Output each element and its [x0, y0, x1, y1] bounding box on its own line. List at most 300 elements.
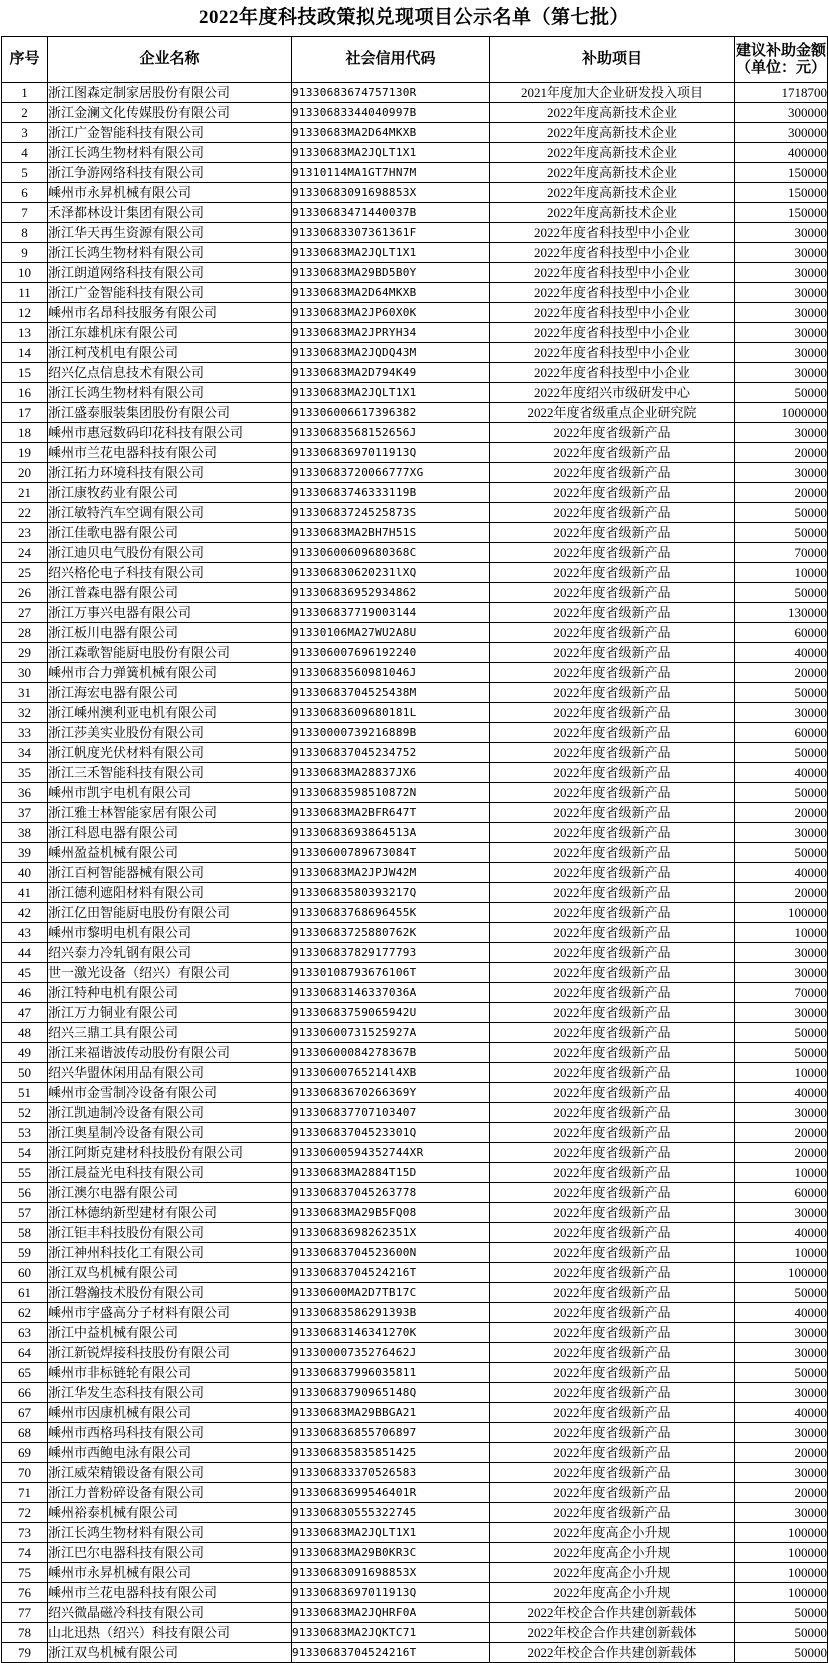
cell-company-name: 绍兴微晶磁冷科技有限公司 [48, 1603, 292, 1623]
cell-subsidy-amount: 100000 [735, 1523, 828, 1543]
cell-company-name: 浙江巴尔电器科技有限公司 [48, 1543, 292, 1563]
cell-company-name: 嵊州市兰花电器科技有限公司 [48, 1583, 292, 1603]
cell-company-name: 浙江康牧药业有限公司 [48, 483, 292, 503]
cell-company-name: 世一激光设备（绍兴）有限公司 [48, 963, 292, 983]
cell-subsidy-item: 2022年度省级新产品 [490, 1263, 735, 1283]
cell-company-name: 浙江普森电器有限公司 [48, 583, 292, 603]
cell-subsidy-amount: 100000 [735, 1543, 828, 1563]
cell-subsidy-item: 2022年度省级新产品 [490, 1403, 735, 1423]
cell-subsidy-item: 2022年度省级新产品 [490, 663, 735, 683]
cell-subsidy-amount: 50000 [735, 583, 828, 603]
cell-index: 17 [2, 403, 48, 423]
cell-subsidy-item: 2022年度省级新产品 [490, 903, 735, 923]
cell-credit-code: 91330600609680368C [292, 543, 490, 563]
cell-credit-code: 913306835835851425 [292, 1443, 490, 1463]
cell-credit-code: 91330683568152656J [292, 423, 490, 443]
cell-index: 11 [2, 283, 48, 303]
cell-company-name: 浙江三禾智能科技有限公司 [48, 763, 292, 783]
cell-index: 4 [2, 143, 48, 163]
table-row [2, 503, 828, 523]
table-row [2, 1323, 828, 1343]
cell-subsidy-amount: 30000 [735, 463, 828, 483]
cell-company-name: 浙江嵊州澳利亚电机有限公司 [48, 703, 292, 723]
cell-company-name: 浙江森歌智能厨电股份有限公司 [48, 643, 292, 663]
cell-company-name: 嵊州裕泰机械有限公司 [48, 1503, 292, 1523]
cell-subsidy-amount: 20000 [735, 443, 828, 463]
cell-subsidy-amount: 10000 [735, 923, 828, 943]
cell-subsidy-amount: 40000 [735, 1403, 828, 1423]
cell-company-name: 浙江长鸿生物材料有限公司 [48, 143, 292, 163]
cell-subsidy-item: 2022年度省级新产品 [490, 823, 735, 843]
cell-subsidy-amount: 40000 [735, 643, 828, 663]
cell-subsidy-amount: 20000 [735, 1443, 828, 1463]
cell-company-name: 浙江来福谐波传动股份有限公司 [48, 1043, 292, 1063]
cell-subsidy-item: 2022年度高企小升规 [490, 1563, 735, 1583]
table-row [2, 803, 828, 823]
table-row [2, 1463, 828, 1483]
cell-company-name: 浙江林德纳新型建材有限公司 [48, 1203, 292, 1223]
cell-credit-code: 91330683MA2D64MKXB [292, 123, 490, 143]
cell-subsidy-amount: 30000 [735, 243, 828, 263]
cell-subsidy-item: 2022年度省科技型中小企业 [490, 363, 735, 383]
cell-subsidy-amount: 30000 [735, 323, 828, 343]
cell-subsidy-amount: 50000 [735, 1283, 828, 1303]
cell-subsidy-amount: 30000 [735, 363, 828, 383]
cell-company-name: 浙江华发生态科技有限公司 [48, 1383, 292, 1403]
table-row [2, 1383, 828, 1403]
cell-credit-code: 91330683697011913Q [292, 1583, 490, 1603]
cell-index: 6 [2, 183, 48, 203]
table-row [2, 583, 828, 603]
cell-subsidy-item: 2022年度高新技术企业 [490, 203, 735, 223]
cell-index: 79 [2, 1643, 48, 1663]
cell-credit-code: 91330683MA2JQLT1X1 [292, 1523, 490, 1543]
cell-credit-code: 91330683704524216T [292, 1263, 490, 1283]
cell-subsidy-item: 2022年度省级新产品 [490, 1503, 735, 1523]
cell-credit-code: 913306830620231lXQ [292, 563, 490, 583]
cell-index: 38 [2, 823, 48, 843]
cell-subsidy-amount: 40000 [735, 1303, 828, 1323]
cell-company-name: 浙江广金智能科技有限公司 [48, 283, 292, 303]
cell-subsidy-item: 2022年度省科技型中小企业 [490, 343, 735, 363]
column-header-credit-code-label: 社会信用代码 [345, 51, 436, 67]
cell-company-name: 浙江拓力环境科技有限公司 [48, 463, 292, 483]
cell-subsidy-item: 2022年度高企小升规 [490, 1583, 735, 1603]
cell-index: 72 [2, 1503, 48, 1523]
cell-company-name: 浙江朗道网络科技有限公司 [48, 263, 292, 283]
cell-subsidy-amount: 30000 [735, 263, 828, 283]
cell-index: 77 [2, 1603, 48, 1623]
cell-company-name: 浙江晨益光电科技有限公司 [48, 1163, 292, 1183]
cell-company-name: 浙江双鸟机械有限公司 [48, 1643, 292, 1663]
column-header-subsidy-item [490, 37, 735, 83]
cell-credit-code: 91330683598510872N [292, 783, 490, 803]
cell-subsidy-item: 2022年度省级新产品 [490, 1043, 735, 1063]
cell-credit-code: 91330683307361361F [292, 223, 490, 243]
cell-subsidy-item: 2022年度省级新产品 [490, 1383, 735, 1403]
cell-index: 35 [2, 763, 48, 783]
cell-subsidy-amount: 30000 [735, 943, 828, 963]
cell-subsidy-amount: 40000 [735, 1083, 828, 1103]
cell-index: 61 [2, 1283, 48, 1303]
table-row [2, 183, 828, 203]
cell-index: 14 [2, 343, 48, 363]
cell-credit-code: 91330600765214l4XB [292, 1063, 490, 1083]
cell-subsidy-item: 2022年度省级新产品 [490, 1063, 735, 1083]
cell-index: 37 [2, 803, 48, 823]
table-row [2, 423, 828, 443]
table-row [2, 383, 828, 403]
table-row [2, 1203, 828, 1223]
cell-subsidy-item: 2022年度省级新产品 [490, 1083, 735, 1103]
cell-index: 40 [2, 863, 48, 883]
cell-company-name: 浙江澳尔电器有限公司 [48, 1183, 292, 1203]
table-row [2, 483, 828, 503]
cell-index: 16 [2, 383, 48, 403]
table-row [2, 703, 828, 723]
page-title: 2022年度科技政策拟兑现项目公示名单（第七批） [198, 7, 629, 28]
cell-index: 69 [2, 1443, 48, 1463]
cell-index: 5 [2, 163, 48, 183]
table-row [2, 1023, 828, 1043]
cell-credit-code: 91330683MA2JQLT1X1 [292, 243, 490, 263]
table-row [2, 143, 828, 163]
table-row [2, 1563, 828, 1583]
cell-credit-code: 91330683344040997B [292, 103, 490, 123]
cell-subsidy-amount: 30000 [735, 1383, 828, 1403]
cell-company-name: 浙江敏特汽车空调有限公司 [48, 503, 292, 523]
cell-company-name: 浙江莎美实业股份有限公司 [48, 723, 292, 743]
cell-subsidy-amount: 50000 [735, 1623, 828, 1643]
column-header-index-label: 序号 [9, 51, 40, 67]
cell-credit-code: 913306836855706897 [292, 1423, 490, 1443]
cell-company-name: 浙江新锐焊接科技股份有限公司 [48, 1343, 292, 1363]
cell-subsidy-item: 2022年度省科技型中小企业 [490, 303, 735, 323]
cell-credit-code: 91310114MA1GT7HN7M [292, 163, 490, 183]
cell-company-name: 浙江双鸟机械有限公司 [48, 1263, 292, 1283]
table-row [2, 1443, 828, 1463]
cell-credit-code: 913306006617396382 [292, 403, 490, 423]
cell-subsidy-item: 2022年度省级新产品 [490, 943, 735, 963]
table-row [2, 543, 828, 563]
cell-index: 59 [2, 1243, 48, 1263]
cell-subsidy-amount: 1000000 [735, 403, 828, 423]
cell-index: 32 [2, 703, 48, 723]
cell-index: 23 [2, 523, 48, 543]
cell-index: 56 [2, 1183, 48, 1203]
cell-company-name: 浙江海宏电器有限公司 [48, 683, 292, 703]
cell-index: 27 [2, 603, 48, 623]
column-header-subsidy-amount-unit: （单位：元） [735, 59, 826, 76]
table-row [2, 1503, 828, 1523]
cell-index: 1 [2, 83, 48, 103]
cell-subsidy-amount: 30000 [735, 1003, 828, 1023]
cell-index: 20 [2, 463, 48, 483]
cell-company-name: 浙江威荣精锻设备有限公司 [48, 1463, 292, 1483]
cell-subsidy-item: 2022年度省级新产品 [490, 1343, 735, 1363]
cell-subsidy-amount: 30000 [735, 1343, 828, 1363]
cell-subsidy-item: 2022年度省级新产品 [490, 1423, 735, 1443]
cell-credit-code: 91330683725880762K [292, 923, 490, 943]
cell-index: 75 [2, 1563, 48, 1583]
cell-subsidy-amount: 20000 [735, 1143, 828, 1163]
cell-subsidy-amount: 100000 [735, 1583, 828, 1603]
cell-subsidy-amount: 20000 [735, 1123, 828, 1143]
table-row [2, 303, 828, 323]
cell-subsidy-item: 2022年度省级新产品 [490, 543, 735, 563]
table-row [2, 763, 828, 783]
table-row [2, 923, 828, 943]
cell-company-name: 浙江力普粉碎设备有限公司 [48, 1483, 292, 1503]
cell-credit-code: 913306830555322745 [292, 1503, 490, 1523]
cell-credit-code: 913306837719003144 [292, 603, 490, 623]
cell-credit-code: 91330600MA2D7TB17C [292, 1283, 490, 1303]
cell-subsidy-amount: 30000 [735, 223, 828, 243]
cell-index: 12 [2, 303, 48, 323]
cell-company-name: 浙江长鸿生物材料有限公司 [48, 1523, 292, 1543]
cell-subsidy-item: 2022年度省级新产品 [490, 723, 735, 743]
cell-company-name: 浙江争游网络科技有限公司 [48, 163, 292, 183]
cell-credit-code: 91330683MA2JQLT1X1 [292, 143, 490, 163]
cell-index: 55 [2, 1163, 48, 1183]
cell-credit-code: 91330683560981046J [292, 663, 490, 683]
table-body [2, 83, 828, 1663]
cell-subsidy-item: 2022年度省级新产品 [490, 1283, 735, 1303]
table-row [2, 623, 828, 643]
cell-subsidy-amount: 50000 [735, 843, 828, 863]
cell-company-name: 浙江金澜文化传媒股份有限公司 [48, 103, 292, 123]
cell-company-name: 浙江东雄机床有限公司 [48, 323, 292, 343]
cell-subsidy-amount: 150000 [735, 163, 828, 183]
cell-company-name: 绍兴泰力冷轧钢有限公司 [48, 943, 292, 963]
cell-index: 29 [2, 643, 48, 663]
table-row [2, 83, 828, 103]
cell-subsidy-amount: 40000 [735, 1223, 828, 1243]
cell-index: 66 [2, 1383, 48, 1403]
cell-credit-code: 91330683MA29B5FQ08 [292, 1203, 490, 1223]
cell-subsidy-amount: 30000 [735, 343, 828, 363]
cell-company-name: 浙江迪贝电气股份有限公司 [48, 543, 292, 563]
cell-company-name: 浙江雅士林智能家居有限公司 [48, 803, 292, 823]
cell-index: 45 [2, 963, 48, 983]
cell-index: 46 [2, 983, 48, 1003]
cell-credit-code: 91330683MA2JQDQ43M [292, 343, 490, 363]
cell-subsidy-item: 2022年度省级新产品 [490, 1183, 735, 1203]
cell-index: 28 [2, 623, 48, 643]
cell-credit-code: 91330683MA2JQLT1X1 [292, 383, 490, 403]
cell-index: 18 [2, 423, 48, 443]
cell-credit-code: 913306837996035811 [292, 1363, 490, 1383]
cell-index: 24 [2, 543, 48, 563]
cell-credit-code: 91330683MA28837JX6 [292, 763, 490, 783]
cell-subsidy-amount: 400000 [735, 143, 828, 163]
cell-subsidy-amount: 60000 [735, 1183, 828, 1203]
cell-index: 54 [2, 1143, 48, 1163]
table-row [2, 463, 828, 483]
cell-index: 47 [2, 1003, 48, 1023]
cell-company-name: 浙江长鸿生物材料有限公司 [48, 243, 292, 263]
cell-credit-code: 913306837829177793 [292, 943, 490, 963]
cell-subsidy-item: 2022年度绍兴市级研发中心 [490, 383, 735, 403]
cell-company-name: 嵊州市金雪制冷设备有限公司 [48, 1083, 292, 1103]
cell-company-name: 浙江帆度光伏材料有限公司 [48, 743, 292, 763]
cell-subsidy-amount: 150000 [735, 203, 828, 223]
cell-subsidy-amount: 100000 [735, 1263, 828, 1283]
cell-credit-code: 91330683146337036A [292, 983, 490, 1003]
cell-subsidy-item: 2022年度省级新产品 [490, 843, 735, 863]
cell-subsidy-amount: 30000 [735, 1323, 828, 1343]
cell-credit-code: 91330683MA2D64MKXB [292, 283, 490, 303]
cell-subsidy-amount: 30000 [735, 283, 828, 303]
cell-index: 64 [2, 1343, 48, 1363]
cell-company-name: 嵊州市西鲍电泳有限公司 [48, 1443, 292, 1463]
table-row [2, 683, 828, 703]
cell-credit-code: 91330683MA2JQHRF0A [292, 1603, 490, 1623]
table-row [2, 1643, 828, 1663]
cell-company-name: 绍兴亿点信息技术有限公司 [48, 363, 292, 383]
cell-credit-code: 91330600731525927A [292, 1023, 490, 1043]
column-header-subsidy-item-label: 补助项目 [581, 51, 642, 67]
cell-subsidy-item: 2022年度省级新产品 [490, 703, 735, 723]
table-row [2, 1263, 828, 1283]
cell-subsidy-amount: 300000 [735, 123, 828, 143]
cell-company-name: 山北迅热（绍兴）科技有限公司 [48, 1623, 292, 1643]
cell-subsidy-item: 2022年度省级新产品 [490, 1323, 735, 1343]
cell-subsidy-amount: 50000 [735, 523, 828, 543]
cell-credit-code: 913306837045234752 [292, 743, 490, 763]
table-row [2, 1243, 828, 1263]
cell-credit-code: 91330683609680181L [292, 703, 490, 723]
cell-index: 78 [2, 1623, 48, 1643]
cell-company-name: 绍兴华盟休闲用品有限公司 [48, 1063, 292, 1083]
cell-company-name: 禾泽都林设计集团有限公司 [48, 203, 292, 223]
cell-company-name: 嵊州市名昂科技服务有限公司 [48, 303, 292, 323]
cell-index: 60 [2, 1263, 48, 1283]
cell-subsidy-amount: 70000 [735, 543, 828, 563]
cell-index: 3 [2, 123, 48, 143]
cell-subsidy-amount: 20000 [735, 663, 828, 683]
cell-index: 44 [2, 943, 48, 963]
cell-index: 34 [2, 743, 48, 763]
cell-subsidy-item: 2022年度省级新产品 [490, 763, 735, 783]
column-header-subsidy-amount-label: 建议补助金额 [735, 42, 826, 59]
cell-company-name: 嵊州市西格玛科技有限公司 [48, 1423, 292, 1443]
cell-credit-code: 91330683586291393B [292, 1303, 490, 1323]
cell-subsidy-item: 2022年度省级新产品 [490, 463, 735, 483]
cell-subsidy-amount: 50000 [735, 1603, 828, 1623]
table-row [2, 1543, 828, 1563]
table-row [2, 103, 828, 123]
cell-index: 31 [2, 683, 48, 703]
cell-subsidy-amount: 10000 [735, 563, 828, 583]
cell-company-name: 嵊州市惠冠数码印花科技有限公司 [48, 423, 292, 443]
cell-company-name: 浙江磐瀚技术股份有限公司 [48, 1283, 292, 1303]
cell-company-name: 浙江万事兴电器有限公司 [48, 603, 292, 623]
cell-index: 2 [2, 103, 48, 123]
table-row [2, 883, 828, 903]
cell-subsidy-item: 2022年校企合作共建创新载体 [490, 1643, 735, 1663]
cell-company-name: 嵊州市永昇机械有限公司 [48, 183, 292, 203]
cell-subsidy-item: 2022年度高新技术企业 [490, 123, 735, 143]
cell-subsidy-amount: 1718700 [735, 83, 828, 103]
cell-index: 42 [2, 903, 48, 923]
cell-index: 76 [2, 1583, 48, 1603]
cell-index: 51 [2, 1083, 48, 1103]
table-row [2, 223, 828, 243]
table-row [2, 1003, 828, 1023]
cell-index: 62 [2, 1303, 48, 1323]
table-row [2, 963, 828, 983]
cell-subsidy-amount: 100000 [735, 903, 828, 923]
cell-credit-code: 913306837707103407 [292, 1103, 490, 1123]
cell-subsidy-amount: 50000 [735, 783, 828, 803]
cell-index: 39 [2, 843, 48, 863]
cell-subsidy-amount: 50000 [735, 743, 828, 763]
cell-company-name: 嵊州市非标链轮有限公司 [48, 1363, 292, 1383]
cell-index: 10 [2, 263, 48, 283]
cell-credit-code: 91330683MA2884T15D [292, 1163, 490, 1183]
cell-subsidy-amount: 30000 [735, 703, 828, 723]
column-header-index [2, 37, 48, 83]
cell-subsidy-amount: 30000 [735, 1503, 828, 1523]
cell-subsidy-amount: 30000 [735, 823, 828, 843]
table-row [2, 723, 828, 743]
table-row [2, 243, 828, 263]
cell-credit-code: 91330683MA29B0KR3C [292, 1543, 490, 1563]
cell-subsidy-item: 2022年度省级新产品 [490, 523, 735, 543]
table-row [2, 1603, 828, 1623]
cell-subsidy-item: 2022年度省级新产品 [490, 983, 735, 1003]
cell-index: 30 [2, 663, 48, 683]
table-row [2, 1303, 828, 1323]
table-row [2, 1343, 828, 1363]
cell-subsidy-item: 2022年度省级新产品 [490, 783, 735, 803]
cell-subsidy-amount: 10000 [735, 1163, 828, 1183]
cell-company-name: 浙江阿斯克建材科技股份有限公司 [48, 1143, 292, 1163]
table-row [2, 343, 828, 363]
table-header-row [2, 37, 828, 83]
cell-credit-code: 91330683704523600N [292, 1243, 490, 1263]
table-row [2, 563, 828, 583]
cell-index: 58 [2, 1223, 48, 1243]
table-row [2, 903, 828, 923]
cell-index: 71 [2, 1483, 48, 1503]
table-row [2, 643, 828, 663]
cell-company-name: 浙江科恩电器有限公司 [48, 823, 292, 843]
cell-company-name: 嵊州盈益机械有限公司 [48, 843, 292, 863]
cell-subsidy-item: 2022年度高新技术企业 [490, 183, 735, 203]
cell-company-name: 嵊州市兰花电器科技有限公司 [48, 443, 292, 463]
cell-subsidy-item: 2022年校企合作共建创新载体 [490, 1603, 735, 1623]
column-header-credit-code [292, 37, 490, 83]
cell-subsidy-item: 2022年度省级新产品 [490, 423, 735, 443]
cell-index: 73 [2, 1523, 48, 1543]
cell-subsidy-amount: 60000 [735, 623, 828, 643]
table-row [2, 263, 828, 283]
table-row [2, 943, 828, 963]
cell-subsidy-item: 2022年度省级新产品 [490, 1203, 735, 1223]
cell-subsidy-amount: 20000 [735, 1483, 828, 1503]
cell-subsidy-item: 2022年度省科技型中小企业 [490, 263, 735, 283]
cell-subsidy-item: 2022年度省级新产品 [490, 923, 735, 943]
cell-subsidy-item: 2022年度省级新产品 [490, 1163, 735, 1183]
cell-subsidy-amount: 20000 [735, 883, 828, 903]
table-row [2, 1043, 828, 1063]
table-row [2, 1403, 828, 1423]
cell-subsidy-item: 2022年度省级新产品 [490, 623, 735, 643]
cell-subsidy-amount: 300000 [735, 103, 828, 123]
cell-subsidy-item: 2022年度省级新产品 [490, 1463, 735, 1483]
